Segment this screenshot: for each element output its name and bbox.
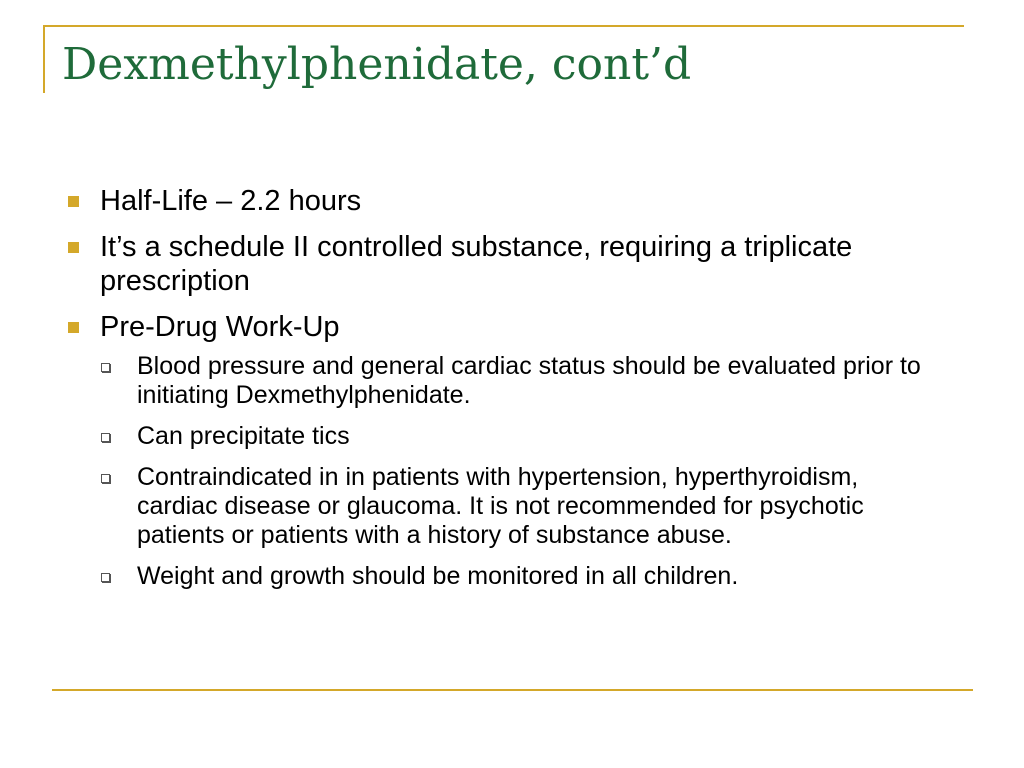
bullet-text: Pre-Drug Work-Up bbox=[100, 311, 340, 343]
sub-bullet-text: Contraindicated in in patients with hypertension, hyperthyroidism, cardiac disease or glaucoma. It is not recommended for psychotic patients or patients with a history of substance abuse. bbox=[137, 463, 864, 549]
sub-bullet-text: Weight and growth should be monitored in all children. bbox=[137, 562, 739, 590]
hollow-square-bullet-icon bbox=[101, 433, 110, 442]
hollow-square-bullet-icon bbox=[101, 573, 110, 582]
bullet-text: It’s a schedule II controlled substance, requiring a triplicate prescription bbox=[100, 231, 853, 297]
sub-bullet-text: Blood pressure and general cardiac status should be evaluated prior to initiating Dexmethylphenidate. bbox=[137, 352, 921, 409]
sub-bullet-contraindicated bbox=[62, 463, 942, 550]
filled-square-bullet-icon bbox=[68, 196, 79, 207]
frame-top-rule bbox=[43, 25, 964, 27]
sub-bullet-weight-growth bbox=[62, 562, 942, 591]
sub-bullet-blood-pressure bbox=[62, 352, 942, 410]
sub-bullet-text: Can precipitate tics bbox=[137, 422, 350, 450]
frame-bottom-rule bbox=[52, 689, 973, 691]
filled-square-bullet-icon bbox=[68, 322, 79, 333]
filled-square-bullet-icon bbox=[68, 242, 79, 253]
hollow-square-bullet-icon bbox=[101, 474, 110, 483]
hollow-square-bullet-icon bbox=[101, 363, 110, 372]
bullet-text: Half-Life – 2.2 hours bbox=[100, 185, 362, 217]
sub-bullet-tics bbox=[62, 422, 942, 451]
frame-left-rule bbox=[43, 25, 45, 93]
bullet-pre-drug-work-up bbox=[62, 310, 942, 344]
slide-body bbox=[62, 184, 942, 603]
bullet-schedule bbox=[62, 230, 942, 298]
sub-bullet-list bbox=[62, 352, 942, 591]
bullet-half-life bbox=[62, 184, 942, 218]
slide-title: Dexmethylphenidate, cont’d bbox=[62, 39, 692, 90]
